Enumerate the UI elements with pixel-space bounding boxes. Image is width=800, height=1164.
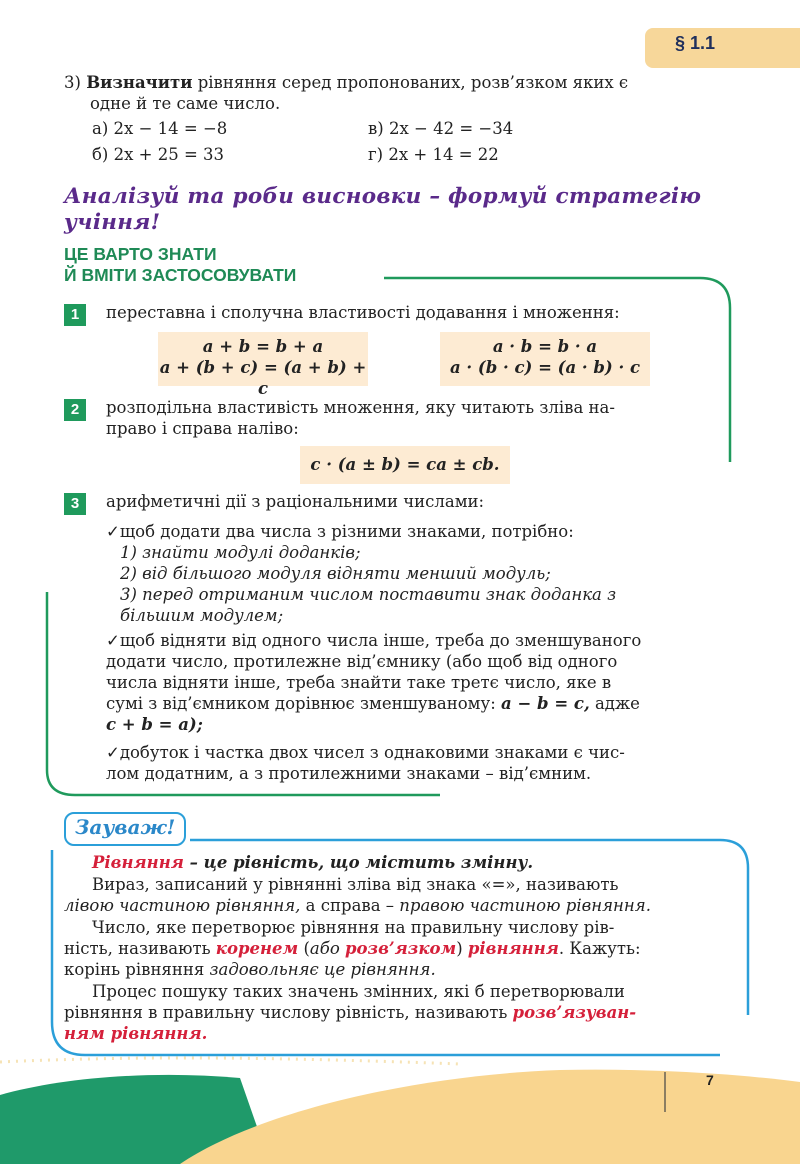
check-item-multiply: ✓добуток і частка двох чисел з однаковими знаками є чис- лом додатним, а з протилежними знаками – від’ємним.	[106, 743, 625, 783]
item-3-text: арифметичні дії з раціональними числами:	[106, 492, 485, 511]
analyze-heading: Аналізуй та роби висновки – формуй стратегію учіння!	[64, 184, 702, 235]
task-number: 3)	[64, 73, 81, 92]
formula-box-addition: a + b = b + a a + (b + c) = (a + b) + c	[158, 332, 368, 386]
item-number-badge: 3	[64, 493, 86, 515]
option-b: б) 2x + 25 = 33	[92, 145, 225, 164]
option-g: г) 2x + 14 = 22	[368, 145, 499, 164]
note-paragraph-sides: Вираз, записаний у рівнянні зліва від знака «=», називають лівою частиною рівняння, а справа – правою частиною рівняння.	[64, 875, 651, 916]
task-verb: Визначити	[86, 73, 193, 92]
checkmark-icon: ✓	[106, 522, 120, 541]
note-definition: Рівняння – це рівність, що містить змінну.	[92, 853, 534, 872]
task-text: рівняння серед пропонованих, розв’язком яких є	[192, 73, 629, 92]
option-v: в) 2x − 42 = −34	[368, 119, 514, 138]
checkmark-icon: ✓	[106, 743, 120, 762]
note-paragraph-solving: Процес пошуку таких значень змінних, які б перетворювали рівняння в правильну числову рівність, називають розв’язуван- ням рівняння.	[64, 982, 637, 1044]
equation: 2x + 14 = 22	[388, 145, 499, 164]
checkmark-icon: ✓	[106, 631, 120, 650]
note-paragraph-root: Число, яке перетворює рівняння на правильну числову рів- ність, називають коренем (або розв’язком) рівняння. Кажуть: корінь рівняння задовольняє це рівняння.	[64, 918, 641, 980]
option-a: а) 2x − 14 = −8	[92, 119, 228, 138]
equation: 2x − 14 = −8	[113, 119, 228, 138]
task-statement	[64, 72, 724, 93]
addition-steps: 1) знайти модулі доданків; 2) від більшого модуля відняти менший модуль; 3) перед отриманим числом поставити знак доданка з більшим модулем;	[120, 543, 617, 625]
page-number: 7	[706, 1072, 714, 1088]
section-tab	[645, 28, 800, 68]
formula-box-distributive: c · (a ± b) = ca ± cb.	[300, 446, 510, 484]
note-badge-label: Зауваж!	[75, 815, 176, 839]
item-2-text: розподільна властивість множення, яку читають зліва на- право і справа наліво:	[106, 398, 615, 438]
section-label: § 1.1	[675, 33, 716, 53]
formula-box-multiplication: a · b = b · a a · (b · c) = (a · b) · c	[440, 332, 650, 386]
check-item-add: ✓щоб додати два числа з різними знаками, потрібно:	[106, 522, 574, 541]
check-item-subtract: ✓щоб відняти від одного числа інше, треба до зменшуваного додати число, протилежне від’ємнику (або щоб від одного числа відняти інше, треба знайти таке третє число, яке в сумі з від’ємником дорівнює зменшуваному: a − b = c, адже c + b = a);	[106, 631, 642, 734]
know-title: ЦЕ ВАРТО ЗНАТИ Й ВМІТИ ЗАСТОСОВУВАТИ	[64, 244, 297, 285]
task-text-line2: одне й те саме число.	[90, 94, 281, 113]
equation: 2x − 42 = −34	[388, 119, 514, 138]
item-number-badge: 2	[64, 399, 86, 421]
equation: 2x + 25 = 33	[113, 145, 225, 164]
item-1-text: переставна і сполучна властивості додавання і множення:	[106, 303, 620, 322]
item-number-badge: 1	[64, 304, 86, 326]
